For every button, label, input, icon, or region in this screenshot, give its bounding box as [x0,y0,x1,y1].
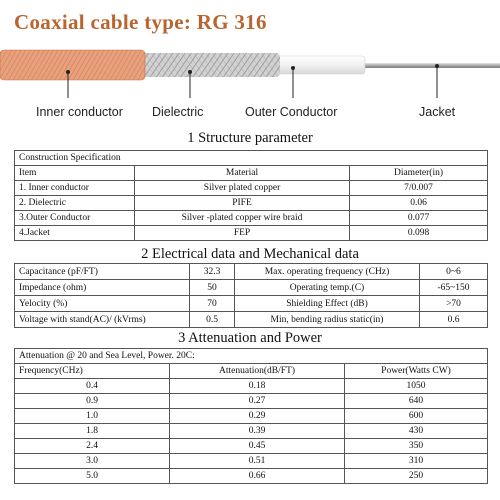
table-row [15,280,488,296]
cell: Yelocity (%) [15,296,190,312]
cell: 2.4 [15,439,170,454]
table-row [15,181,488,196]
cell: 640 [345,394,488,409]
header-material: Material [135,166,350,181]
cell: 0.27 [170,394,345,409]
cell: 1.0 [15,409,170,424]
label-inner-conductor: Inner conductor [36,105,123,119]
structure-caption: Construction Specification [15,151,488,166]
cell: 7/0.007 [350,181,488,196]
header-frequency: Frequency(CHz) [15,364,170,379]
cell: 0.39 [170,424,345,439]
cell: 0.077 [350,211,488,226]
structure-table [14,150,488,241]
electrical-table [14,263,488,328]
cell: 0.6 [420,312,488,328]
cell: Min, bending radius static(in) [235,312,420,328]
cell: 600 [345,409,488,424]
page-title: Coaxial cable type: RG 316 [14,10,267,34]
cell: 5.0 [15,469,170,484]
cell: 0.51 [170,454,345,469]
cell: 0.18 [170,379,345,394]
cell: FEP [135,226,350,241]
cell: >70 [420,296,488,312]
cell: Max. operating frequency (CHz) [235,264,420,280]
section2-title: 2 Electrical data and Mechanical data [141,246,359,262]
cell: 2. Dielectric [15,196,135,211]
jacket-shape [0,50,145,80]
cell: Capacitance (pF/FT) [15,264,190,280]
cell: 50 [190,280,235,296]
cell: 0.29 [170,409,345,424]
table-row [15,296,488,312]
attenuation-table [14,348,488,484]
table-row [15,226,488,241]
cell: 430 [345,424,488,439]
cell: 0.098 [350,226,488,241]
cell: 0.4 [15,379,170,394]
table-row [15,196,488,211]
label-jacket: Jacket [419,105,456,119]
cell: 1.8 [15,424,170,439]
header-item: Item [15,166,135,181]
table-row [15,394,488,409]
header-power: Power(Watts CW) [345,364,488,379]
label-dielectric: Dielectric [152,105,204,119]
table-row [15,454,488,469]
cell: 0.45 [170,439,345,454]
table-row [15,469,488,484]
table-row [15,439,488,454]
attenuation-caption: Attenuation @ 20 and Sea Level, Power. 20C: [15,349,488,364]
table-row [15,264,488,280]
cell: PIFE [135,196,350,211]
cell: Shielding Effect (dB) [235,296,420,312]
header-attenuation: Attenuation(dB/FT) [170,364,345,379]
cable-illustration [0,38,500,100]
cell: 3.Outer Conductor [15,211,135,226]
dielectric-shape [270,56,365,74]
cell: 4.Jacket [15,226,135,241]
cell: Impedance (ohm) [15,280,190,296]
cell: 3.0 [15,454,170,469]
cell: 250 [345,469,488,484]
cell: 32.3 [190,264,235,280]
table-row [15,379,488,394]
table-row [15,409,488,424]
table-row [15,211,488,226]
cell: Silver -plated copper wire braid [135,211,350,226]
cell: Operating temp.(C) [235,280,420,296]
header-diameter: Diameter(in) [350,166,488,181]
cell: 0.9 [15,394,170,409]
cell: Silver plated copper [135,181,350,196]
cell: 0~6 [420,264,488,280]
table-row [15,424,488,439]
inner-conductor-shape [352,63,500,68]
label-outer-conductor: Outer Conductor [245,105,338,119]
cell: 310 [345,454,488,469]
cell: 350 [345,439,488,454]
cell: 1. Inner conductor [15,181,135,196]
cell: -65~150 [420,280,488,296]
section1-title: 1 Structure parameter [187,130,313,146]
cell: 0.06 [350,196,488,211]
cell: 70 [190,296,235,312]
cell: 1050 [345,379,488,394]
cell: 0.66 [170,469,345,484]
cell: Voltage with stand(AC)/ (kVrms) [15,312,190,328]
table-row [15,312,488,328]
section3-title: 3 Attenuation and Power [178,330,322,346]
cell: 0.5 [190,312,235,328]
